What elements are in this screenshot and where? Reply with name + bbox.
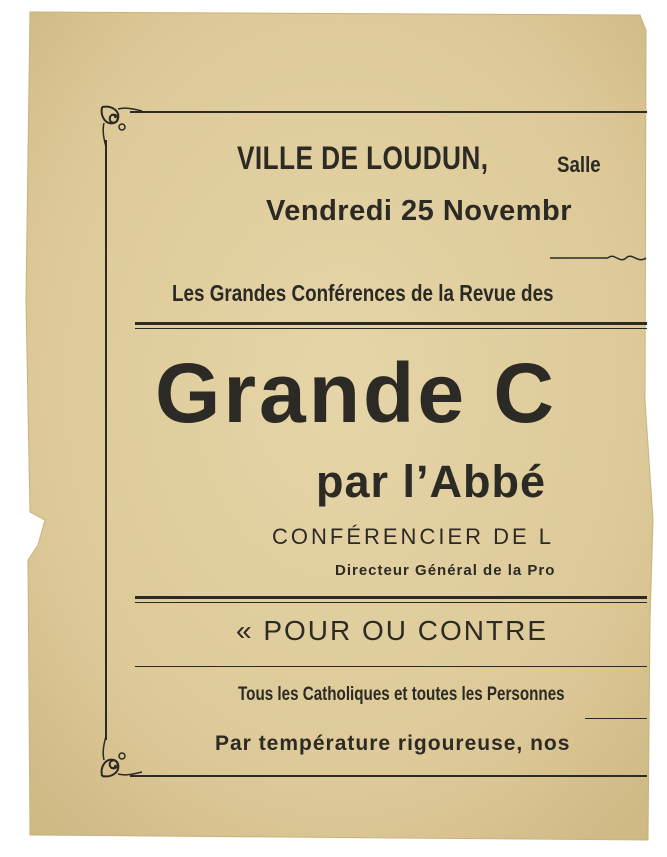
ornamental-divider <box>548 252 648 264</box>
short-divider <box>585 718 647 719</box>
double-rule-upper-b <box>135 328 647 329</box>
topic-divider <box>135 666 647 667</box>
headline: Grande C <box>155 346 558 440</box>
corner-ornament-top <box>98 103 146 151</box>
weather-note: Par température rigoureuse, nos <box>215 732 571 755</box>
corner-ornament-bottom <box>98 732 146 780</box>
frame-left-rule <box>105 140 107 740</box>
invitation-line: Tous les Catholiques et toutes les Personnes <box>238 684 565 705</box>
town-heading: VILLE DE LOUDUN, <box>237 140 489 176</box>
conference-series: Les Grandes Conférences de la Revue des <box>172 280 554 306</box>
conference-topic: « POUR OU CONTRE <box>236 615 549 646</box>
double-rule-upper-a <box>135 322 647 325</box>
double-rule-lower-a <box>135 596 647 599</box>
event-date: Vendredi 25 Novembr <box>266 195 573 227</box>
double-rule-lower-b <box>135 602 647 603</box>
speaker-name: par l’Abbé <box>316 456 547 507</box>
frame-bottom-rule <box>130 775 647 777</box>
speaker-role: CONFÉRENCIER DE L <box>272 524 555 549</box>
frame-top-rule <box>130 111 647 113</box>
venue-label: Salle <box>557 152 601 177</box>
speaker-title: Directeur Général de la Pro <box>335 562 556 579</box>
